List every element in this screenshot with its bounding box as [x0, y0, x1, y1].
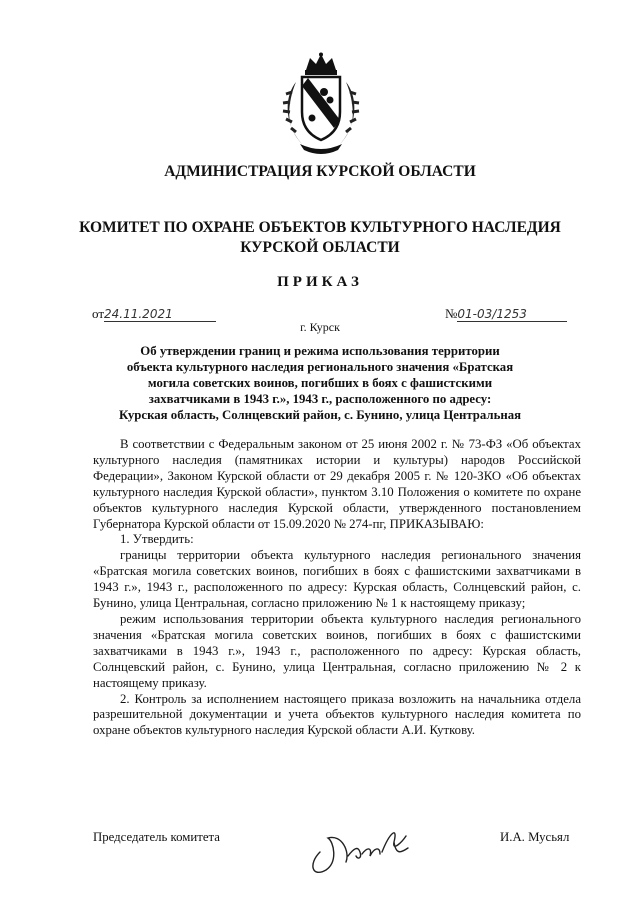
- city-label: г. Курск: [300, 320, 340, 334]
- coat-of-arms-icon: [278, 52, 364, 156]
- body-paragraph: режим использования территории объекта культурного наследия регионального значения «Братская могила советских воинов, погибших в боях с фашистскими захватчиками в 1943 г.», 1943 г., расположенного по адресу: Курская область, Солнцевский район, с. Бунино, улица Центральная, согласно приложению № 2 к настоящему приказу.: [93, 611, 581, 690]
- administration-heading: АДМИНИСТРАЦИЯ КУРСКОЙ ОБЛАСТИ: [164, 163, 476, 180]
- handwritten-signature-icon: [298, 812, 428, 882]
- number-prefix: №: [445, 306, 458, 321]
- subject-line: объекта культурного наследия регионального значения «Братская: [126, 360, 514, 374]
- committee-heading-line2: КУРСКОЙ ОБЛАСТИ: [240, 239, 400, 256]
- order-body: [93, 437, 581, 739]
- body-paragraph: 2. Контроль за исполнением настоящего приказа возложить на начальника отдела разрешительной документации и учета объектов культурного наследия комитета по охране объектов культурного наследия Курской области А.И. Куткову.: [93, 691, 581, 738]
- order-title: ПРИКАЗ: [277, 274, 363, 290]
- signatory-title: Председатель комитета: [93, 830, 220, 844]
- signatory-name: И.А. Мусьял: [500, 830, 570, 844]
- date-prefix: от: [92, 306, 105, 321]
- committee-heading-line1: КОМИТЕТ ПО ОХРАНЕ ОБЪЕКТОВ КУЛЬТУРНОГО НАСЛЕДИЯ: [79, 219, 561, 236]
- subject-line: Курская область, Солнцевский район, с. Бунино, улица Центральная: [118, 408, 522, 422]
- committee-heading: [0, 218, 640, 258]
- subject-line: захватчиками в 1943 г.», 1943 г., расположенного по адресу:: [148, 392, 492, 406]
- date-value: 24.11.2021: [104, 307, 216, 322]
- body-paragraph: границы территории объекта культурного наследия регионального значения «Братская могила советских воинов, погибших в боях с фашистскими захватчиками в 1943 г.», 1943 г., расположенного по адресу: Курская область, Солнцевский район, с. Бунино, улица Центральная, согласно приложению № 1 к настоящему приказу;: [93, 548, 581, 611]
- subject-line: Об утверждении границ и режима использования территории: [140, 344, 500, 358]
- order-subject: [0, 343, 640, 423]
- number-value: 01-03/1253: [457, 307, 567, 322]
- body-paragraph: 1. Утвердить:: [120, 532, 194, 547]
- subject-line: могила советских воинов, погибших в боях с фашистскими: [147, 376, 493, 390]
- body-paragraph: В соответствии с Федеральным законом от 25 июня 2002 г. № 73-ФЗ «Об объектах культурного наследия (памятниках истории и культуры) народов Российской Федерации», Законом Курской области от 29 декабря 2005 г. № 120-ЗКО «Об объектах культурного наследия Курской области», пунктом 3.10 Положения о комитете по охране объектов культурного наследия Курской области, утвержденного постановлением Губернатора Курской области от 15.09.2020 № 274-пг, ПРИКАЗЫВАЮ:: [93, 437, 581, 531]
